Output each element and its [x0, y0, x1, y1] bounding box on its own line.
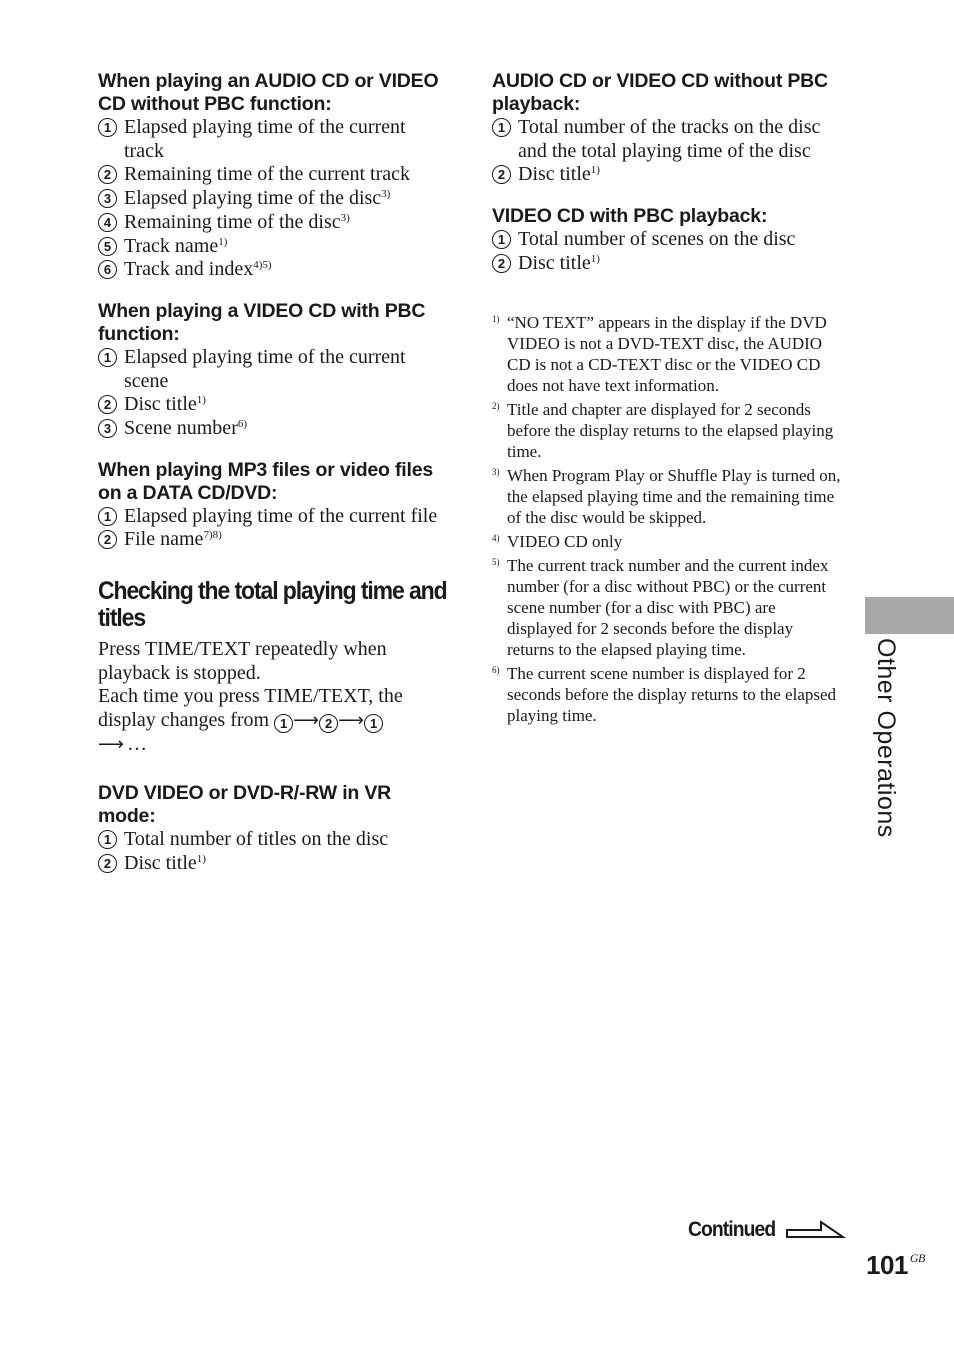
footnote-ref: 1) [196, 852, 206, 865]
circled-number: 1 [274, 714, 293, 733]
circled-number: 1 [98, 507, 117, 526]
item-list [98, 505, 450, 552]
footnote [492, 531, 842, 552]
list-item [98, 417, 450, 441]
circled-number: 1 [492, 118, 511, 137]
footnotes [492, 312, 842, 726]
side-tab-label: Other Operations [872, 638, 900, 838]
item-text: Total number of scenes on the disc [518, 228, 796, 251]
section-heading: When playing a VIDEO CD with PBC function: [98, 299, 426, 345]
list-item [98, 393, 450, 417]
list-item [98, 116, 450, 163]
section-dvd-video [98, 782, 450, 875]
item-text: Disc title [124, 393, 197, 416]
footnote-ref: 3) [340, 211, 350, 224]
page-number [866, 1250, 925, 1281]
arrow-right-icon: ⟶ [98, 733, 124, 755]
checking-paragraph-1: Press TIME/TEXT repeatedly when playback is stopped. [98, 638, 387, 684]
item-text: Elapsed playing time of the current scene [124, 345, 406, 392]
footnote-mark: 2) [492, 400, 500, 411]
list-item [492, 116, 842, 163]
circled-number: 2 [98, 854, 117, 873]
page-number-suffix: GB [909, 1251, 925, 1265]
circled-number: 2 [98, 395, 117, 414]
footnote-ref: 1) [590, 252, 600, 265]
section-audio-cd-playback [492, 70, 842, 187]
checking-paragraph-2 [98, 685, 450, 756]
circled-number: 3 [98, 419, 117, 438]
footnote-mark: 1) [492, 313, 500, 324]
arrow-right-icon: ⟶ [293, 709, 319, 731]
list-item [98, 211, 450, 235]
section-mp3-files [98, 459, 450, 552]
item-text: Scene number [124, 417, 238, 440]
checking-paragraph-2-text: Each time you press TIME/TEXT, the display changes from [98, 685, 403, 731]
footnote-text: VIDEO CD only [507, 531, 623, 551]
circled-number: 1 [98, 348, 117, 367]
list-item [492, 163, 842, 187]
item-text: Elapsed playing time of the current file [124, 504, 438, 527]
item-text: Track name [124, 234, 219, 257]
list-item [98, 187, 450, 211]
footnote-mark: 4) [492, 532, 500, 543]
section-heading: VIDEO CD with PBC playback: [492, 205, 768, 228]
ellipsis: … [127, 732, 147, 755]
footnote-mark: 5) [492, 556, 500, 567]
footnote [492, 465, 842, 528]
item-text: Remaining time of the disc [124, 210, 341, 233]
footnote-ref: 1) [590, 164, 600, 177]
list-item [98, 828, 450, 852]
continued-label: Continued [688, 1218, 776, 1241]
item-text: Track and index [124, 258, 254, 281]
footnote-text: The current track number and the current index number (for a disc without PBC) or the current scene number (for a disc with PBC) are displayed for 2 seconds before the display returns to the elapsed playing time. [507, 555, 829, 659]
circled-number: 1 [98, 118, 117, 137]
list-item [492, 228, 842, 252]
list-item [98, 163, 450, 187]
item-list [98, 116, 450, 282]
footnote-text: When Program Play or Shuffle Play is turned on, the elapsed playing time and the remaining time of the disc would be skipped. [507, 465, 841, 527]
section-heading: AUDIO CD or VIDEO CD without PBC playback: [492, 70, 828, 115]
circled-number: 6 [98, 260, 117, 279]
list-item [98, 235, 450, 259]
circled-number: 1 [364, 714, 383, 733]
footnote-text: Title and chapter are displayed for 2 seconds before the display returns to the elapsed playing time. [507, 399, 834, 461]
section-video-cd-pbc-playback [492, 205, 842, 275]
footnote [492, 663, 842, 726]
list-item [98, 528, 450, 552]
circled-number: 3 [98, 189, 117, 208]
footnote-text: “NO TEXT” appears in the display if the DVD VIDEO is not a DVD-TEXT disc, the AUDIO CD is not a CD-TEXT disc or the VIDEO CD does not have text information. [507, 312, 827, 395]
footnote-ref: 7)8) [203, 529, 222, 542]
item-text: Total number of the tracks on the disc and the total playing time of the disc [518, 116, 821, 162]
left-column [98, 70, 450, 894]
list-item [98, 852, 450, 876]
list-item [98, 505, 450, 529]
footnote [492, 555, 842, 660]
footnote-ref: 3) [381, 188, 391, 201]
continued-indicator [688, 1218, 847, 1242]
footnote-text: The current scene number is displayed for 2 seconds before the display returns to the elapsed playing time. [507, 663, 837, 725]
footnote [492, 399, 842, 462]
footnote-ref: 1) [218, 235, 228, 248]
item-text: Disc title [124, 851, 197, 874]
right-column [492, 70, 842, 729]
checking-heading: Checking the total playing time and titles [98, 577, 447, 633]
circled-number: 1 [492, 230, 511, 249]
continued-arrow-icon [785, 1218, 847, 1242]
arrow-right-icon: ⟶ [338, 709, 364, 731]
item-list [492, 116, 842, 187]
footnote-mark: 3) [492, 466, 500, 477]
circled-number: 2 [98, 530, 117, 549]
side-tab-marker [865, 597, 954, 634]
item-list [492, 228, 842, 275]
circled-number: 1 [98, 830, 117, 849]
section-audio-cd-no-pbc [98, 70, 450, 282]
section-heading: When playing MP3 files or video files on a DATA CD/DVD: [98, 458, 434, 504]
section-heading: DVD VIDEO or DVD-R/-RW in VR mode: [98, 782, 392, 828]
item-text: Elapsed playing time of the disc [124, 187, 382, 210]
item-text: Disc title [518, 163, 591, 186]
item-text: Remaining time of the current track [124, 163, 411, 186]
item-text: Disc title [518, 251, 591, 274]
section-heading: When playing an AUDIO CD or VIDEO CD without PBC function: [98, 70, 439, 115]
item-text: Total number of titles on the disc [124, 828, 389, 851]
footnote [492, 312, 842, 396]
circled-number: 2 [492, 254, 511, 273]
footnote-ref: 4)5) [253, 259, 272, 272]
circled-number: 4 [98, 213, 117, 232]
list-item [492, 252, 842, 276]
footnote-ref: 6) [237, 418, 248, 431]
circled-number: 2 [319, 714, 338, 733]
circled-number: 2 [492, 165, 511, 184]
circled-number: 5 [98, 237, 117, 256]
list-item [98, 258, 450, 282]
item-list [98, 828, 450, 875]
page-number-value: 101 [866, 1250, 908, 1280]
footnote-mark: 6) [492, 664, 500, 675]
section-video-cd-pbc [98, 300, 450, 441]
item-text: File name [124, 528, 204, 551]
list-item [98, 346, 450, 393]
item-text: Elapsed playing time of the current track [124, 116, 406, 162]
footnote-ref: 1) [196, 394, 206, 407]
circled-number: 2 [98, 165, 117, 184]
item-list [98, 346, 450, 441]
